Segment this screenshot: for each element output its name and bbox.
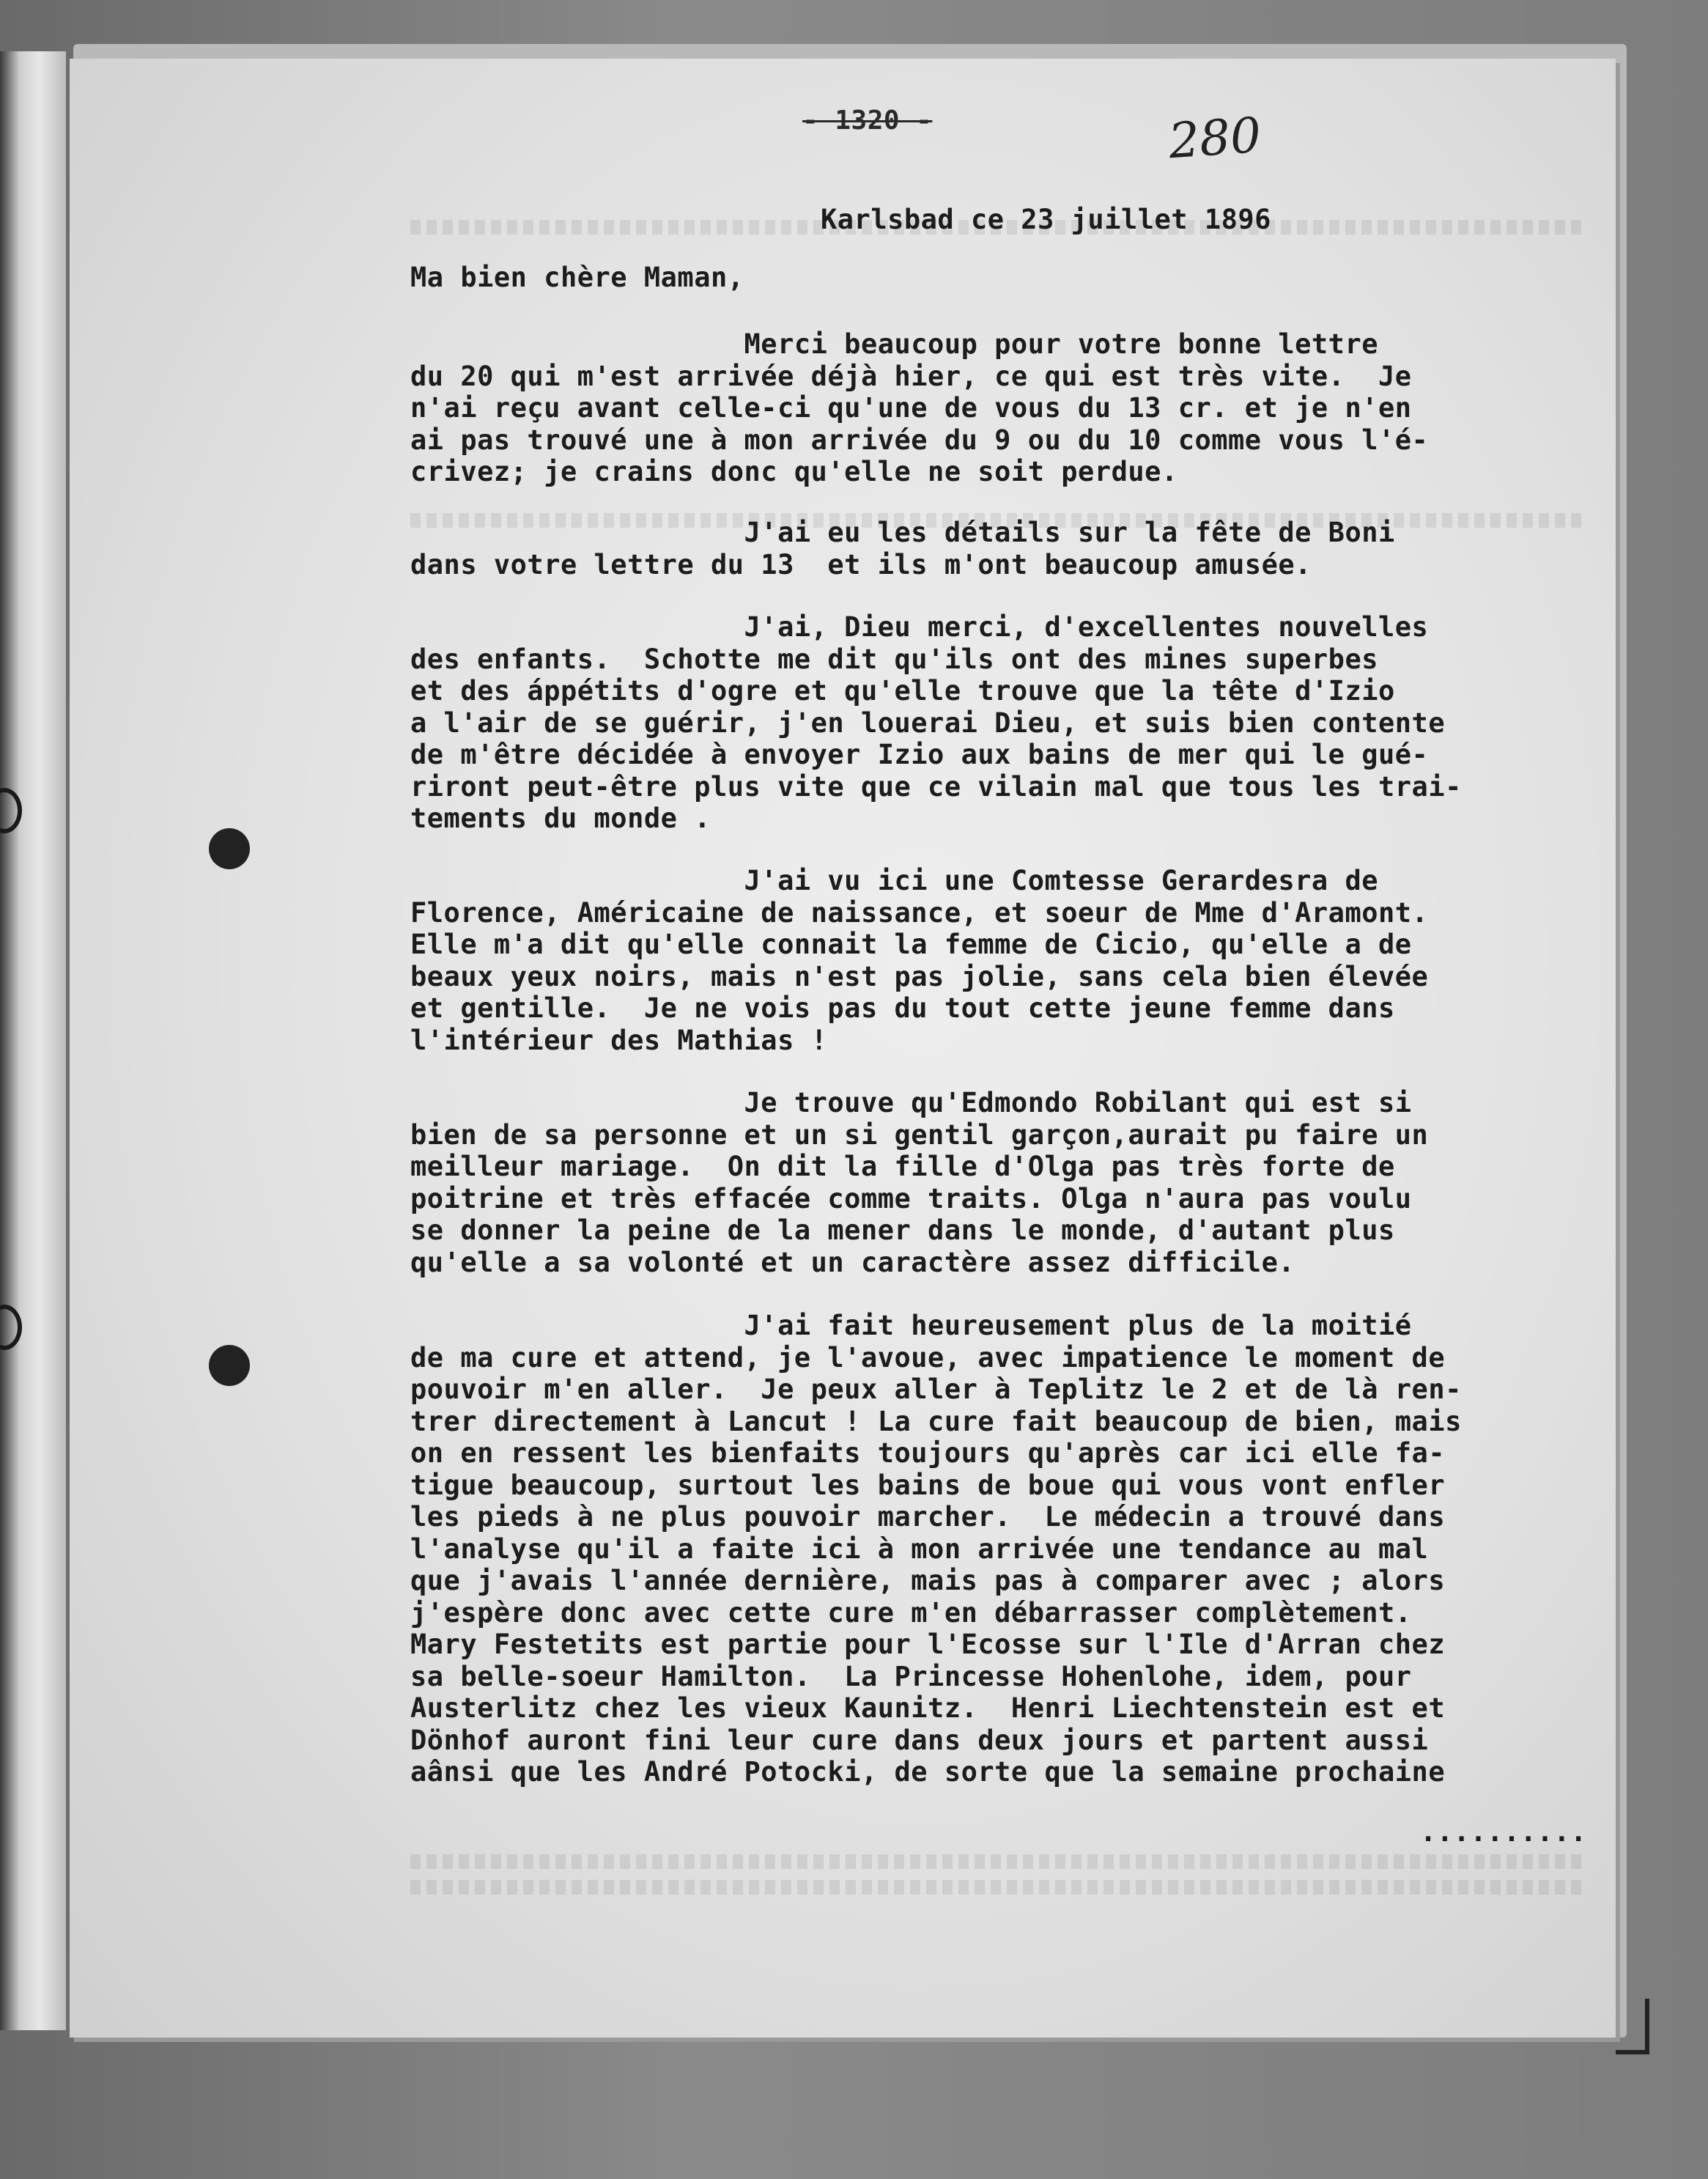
text-line: pouvoir m'en aller. Je peux aller à Teplitz le 2 et de là ren- <box>410 1374 1462 1405</box>
text-line: j'espère donc avec cette cure m'en débarrasser complètement. <box>410 1596 1412 1629</box>
text-line: J'ai fait heureusement plus de la moitié <box>410 1310 1412 1341</box>
text-line: ai pas trouvé une à mon arrivée du 9 ou du 10 comme vous l'é- <box>410 424 1429 456</box>
text-line: les pieds à ne plus pouvoir marcher. Le médecin a trouvé dans <box>410 1501 1446 1533</box>
show-through-text <box>410 1880 1583 1895</box>
text-line: crivez; je crains donc qu'elle ne soit perdue. <box>410 456 1178 487</box>
continuation-marker: .......... <box>1420 1816 1587 1848</box>
text-line: tements du monde . <box>410 803 711 834</box>
text-line: Je trouve qu'Edmondo Robilant qui est si <box>410 1087 1412 1118</box>
paragraph <box>410 328 1428 488</box>
text-line: l'analyse qu'il a faite ici à mon arrivée une tendance au mal <box>410 1533 1429 1565</box>
paragraph <box>410 1087 1428 1278</box>
text-line: des enfants. Schotte me dit qu'ils ont des mines superbes <box>410 643 1379 675</box>
text-line: aânsi que les André Potocki, de sorte que la semaine prochaine <box>410 1756 1446 1788</box>
paragraph <box>410 611 1462 835</box>
text-line: n'ai reçu avant celle-ci qu'une de vous du 13 cr. et je n'en <box>410 392 1412 424</box>
text-line: Austerlitz chez les vieux Kaunitz. Henri Liechtenstein est et <box>410 1692 1446 1724</box>
paragraph <box>410 517 1395 580</box>
text-line: beaux yeux noirs, mais n'est pas jolie, sans cela bien élevée <box>410 960 1429 992</box>
punch-hole <box>209 828 250 869</box>
text-line: Mary Festetits est partie pour l'Ecosse sur l'Ile d'Arran chez <box>410 1629 1446 1660</box>
text-line: du 20 qui m'est arrivée déjà hier, ce qui est très vite. Je <box>410 360 1412 392</box>
text-line: J'ai vu ici une Comtesse Gerardesra de <box>410 865 1379 896</box>
text-line: qu'elle a sa volonté et un caractère assez difficile. <box>410 1246 1295 1278</box>
binder-edge <box>0 51 66 2030</box>
show-through-text <box>410 1854 1583 1869</box>
corner-bracket <box>1616 1999 1649 2054</box>
text-line: que j'avais l'année dernière, mais pas à comparer avec ; alors <box>410 1565 1446 1596</box>
text-line: et des áppétits d'ogre et qu'elle trouve que la tête d'Izio <box>410 675 1395 707</box>
punch-hole <box>209 1345 250 1386</box>
typed-page-number: - 1320 - <box>802 106 933 136</box>
dateline: Karlsbad ce 23 juillet 1896 <box>821 204 1271 235</box>
paragraph <box>410 1310 1462 1788</box>
text-line: Merci beaucoup pour votre bonne lettre <box>410 328 1379 360</box>
text-line: J'ai, Dieu merci, d'excellentes nouvelles <box>410 611 1429 643</box>
text-line: bien de sa personne et un si gentil garçon,aurait pu faire un <box>410 1118 1429 1151</box>
text-line: de ma cure et attend, je l'avoue, avec impatience le moment de <box>410 1341 1446 1374</box>
paragraph <box>410 865 1428 1056</box>
text-line: Florence, Américaine de naissance, et soeur de Mme d'Aramont. <box>410 896 1429 929</box>
text-line: Elle m'a dit qu'elle connait la femme de Cicio, qu'elle a de <box>410 929 1412 960</box>
handwritten-page-number: 280 <box>1167 106 1263 170</box>
text-line: dans votre lettre du 13 et ils m'ont beaucoup amusée. <box>410 548 1312 580</box>
text-line: poitrine et très effacée comme traits. Olga n'aura pas voulu <box>410 1182 1412 1214</box>
salutation: Ma bien chère Maman, <box>410 262 744 293</box>
text-line: et gentille. Je ne vois pas du tout cette jeune femme dans <box>410 992 1395 1024</box>
text-line: Dönhof auront fini leur cure dans deux jours et partent aussi <box>410 1724 1429 1756</box>
text-line: tigue beaucoup, surtout les bains de boue qui vous vont enfler <box>410 1469 1446 1501</box>
text-line: sa belle-soeur Hamilton. La Princesse Hohenlohe, idem, pour <box>410 1660 1412 1692</box>
text-line: l'intérieur des Mathias ! <box>410 1024 828 1056</box>
text-line: riront peut-être plus vite que ce vilain mal que tous les trai- <box>410 770 1462 803</box>
text-line: meilleur mariage. On dit la fille d'Olga pas très forte de <box>410 1151 1395 1182</box>
text-line: se donner la peine de la mener dans le monde, d'autant plus <box>410 1214 1395 1246</box>
text-line: de m'être décidée à envoyer Izio aux bains de mer qui le gué- <box>410 739 1429 770</box>
text-line: on en ressent les bienfaits toujours qu'après car ici elle fa- <box>410 1437 1446 1469</box>
text-line: trer directement à Lancut ! La cure fait beaucoup de bien, mais <box>410 1405 1462 1437</box>
text-line: J'ai eu les détails sur la fête de Boni <box>410 517 1395 548</box>
text-line: a l'air de se guérir, j'en louerai Dieu, et suis bien contente <box>410 707 1446 739</box>
